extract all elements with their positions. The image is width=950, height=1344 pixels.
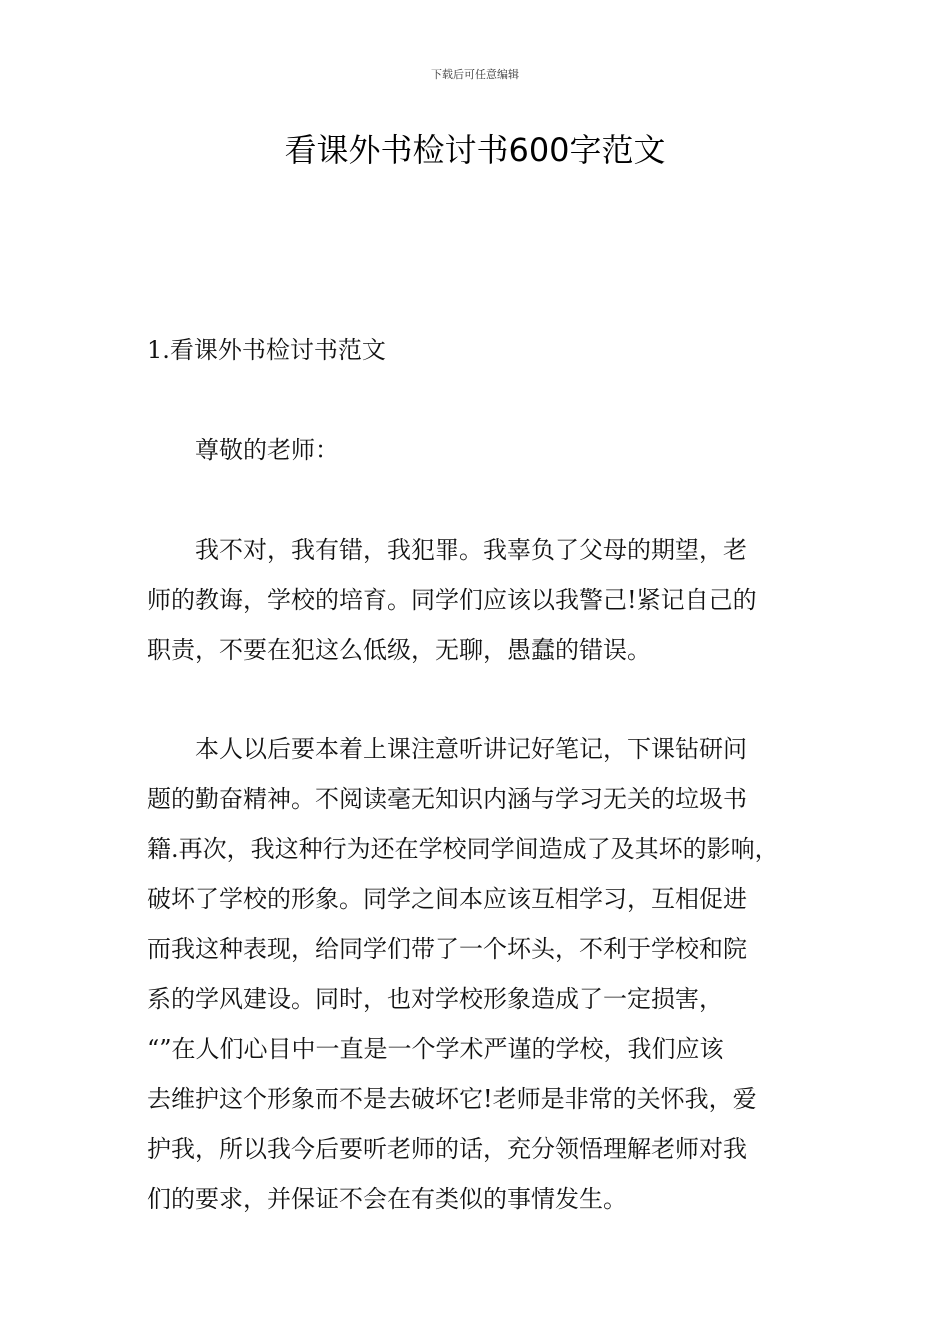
paragraph-line: 护我，所以我今后要听老师的话，充分领悟理解老师对我 [147,1135,747,1163]
page-header-note: 下载后可任意编辑 [431,68,519,81]
paragraph-1 [147,525,807,675]
paragraph-line: 我不对，我有错，我犯罪。我辜负了父母的期望，老 [195,536,747,564]
paragraph-2 [147,724,807,1224]
section-heading: 1.看课外书检讨书范文 [147,336,386,364]
paragraph-line: “”在人们心目中一直是一个学术严谨的学校，我们应该 [147,1035,724,1063]
paragraph-line: 而我这种表现，给同学们带了一个坏头，不利于学校和院 [147,935,747,963]
document-title: 看课外书检讨书600字范文 [284,131,666,169]
paragraph-line: 去维护这个形象而不是去破坏它!老师是非常的关怀我，爱 [147,1085,757,1113]
paragraph-line: 破坏了学校的形象。同学之间本应该互相学习，互相促进 [147,885,747,913]
salutation: 尊敬的老师： [195,436,339,464]
paragraph-line: 们的要求，并保证不会在有类似的事情发生。 [147,1185,627,1213]
paragraph-line: 籍.再次，我这种行为还在学校同学间造成了及其坏的影响， [147,835,779,863]
paragraph-line: 职责，不要在犯这么低级，无聊，愚蠢的错误。 [147,636,651,664]
paragraph-line: 本人以后要本着上课注意听讲记好笔记，下课钻研问 [195,735,747,763]
paragraph-line: 题的勤奋精神。不阅读毫无知识内涵与学习无关的垃圾书 [147,785,747,813]
paragraph-line: 师的教诲，学校的培育。同学们应该以我警己!紧记自己的 [147,586,757,614]
paragraph-line: 系的学风建设。同时，也对学校形象造成了一定损害， [147,985,723,1013]
